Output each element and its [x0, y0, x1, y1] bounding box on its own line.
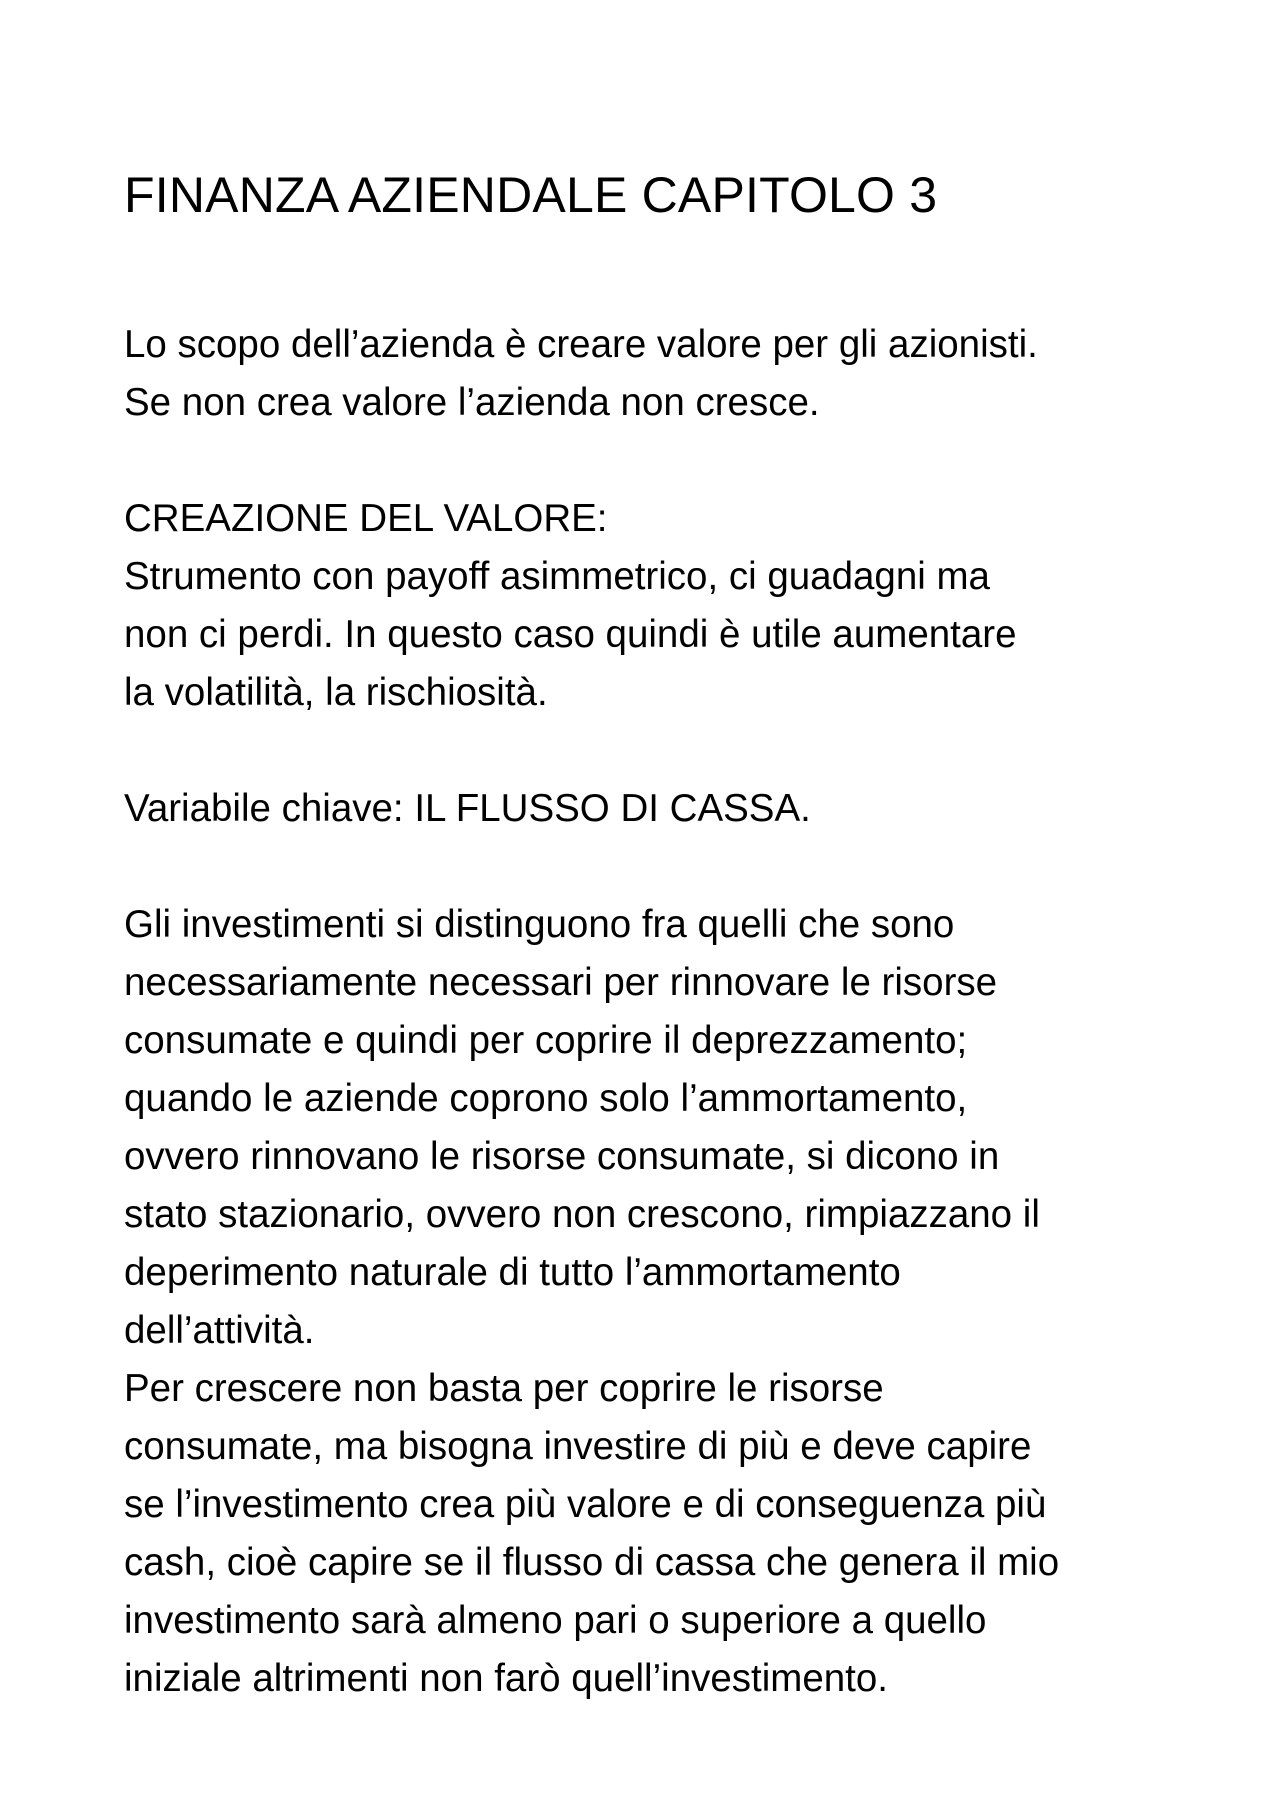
text-line: Se non crea valore l’azienda non cresce. — [124, 381, 820, 424]
document-title: FINANZA AZIENDALE CAPITOLO 3 — [124, 167, 938, 223]
text-line: investimento sarà almeno pari o superiore a quello — [124, 1599, 987, 1642]
paragraph-investments — [124, 896, 1204, 1708]
document-content — [124, 160, 1204, 1708]
text-line: non ci perdi. In questo caso quindi è utile aumentare — [124, 613, 1017, 656]
text-line: la volatilità, la rischiosità. — [124, 671, 548, 714]
spacer — [124, 722, 1204, 780]
paragraph-value-creation — [124, 490, 1204, 722]
text-line: consumate e quindi per coprire il deprezzamento; — [124, 1019, 968, 1062]
section-heading: CREAZIONE DEL VALORE: — [124, 497, 608, 540]
text-line: Gli investimenti si distinguono fra quelli che sono — [124, 903, 955, 946]
text-line: Lo scopo dell’azienda è creare valore per gli azionisti. — [124, 323, 1038, 366]
paragraph-purpose — [124, 316, 1204, 432]
text-line: se l’investimento crea più valore e di conseguenza più — [124, 1483, 1047, 1526]
paragraph-key-variable — [124, 780, 1204, 838]
text-line: cash, cioè capire se il flusso di cassa che genera il mio — [124, 1541, 1060, 1584]
text-line: Per crescere non basta per coprire le risorse — [124, 1367, 884, 1410]
text-line: quando le aziende coprono solo l’ammortamento, — [124, 1077, 968, 1120]
text-line: Strumento con payoff asimmetrico, ci guadagni ma — [124, 555, 990, 598]
text-line: consumate, ma bisogna investire di più e deve capire — [124, 1425, 1032, 1468]
spacer — [124, 230, 1204, 316]
spacer — [124, 432, 1204, 490]
text-line: ovvero rinnovano le risorse consumate, si dicono in — [124, 1135, 1000, 1178]
text-line: stato stazionario, ovvero non crescono, rimpiazzano il — [124, 1193, 1040, 1236]
text-line: Variabile chiave: IL FLUSSO DI CASSA. — [124, 787, 811, 830]
text-line: deperimento naturale di tutto l’ammortamento — [124, 1251, 901, 1294]
text-line: iniziale altrimenti non farò quell’investimento. — [124, 1657, 888, 1700]
spacer — [124, 838, 1204, 896]
text-line: necessariamente necessari per rinnovare le risorse — [124, 961, 998, 1004]
text-line: dell’attività. — [124, 1309, 315, 1352]
